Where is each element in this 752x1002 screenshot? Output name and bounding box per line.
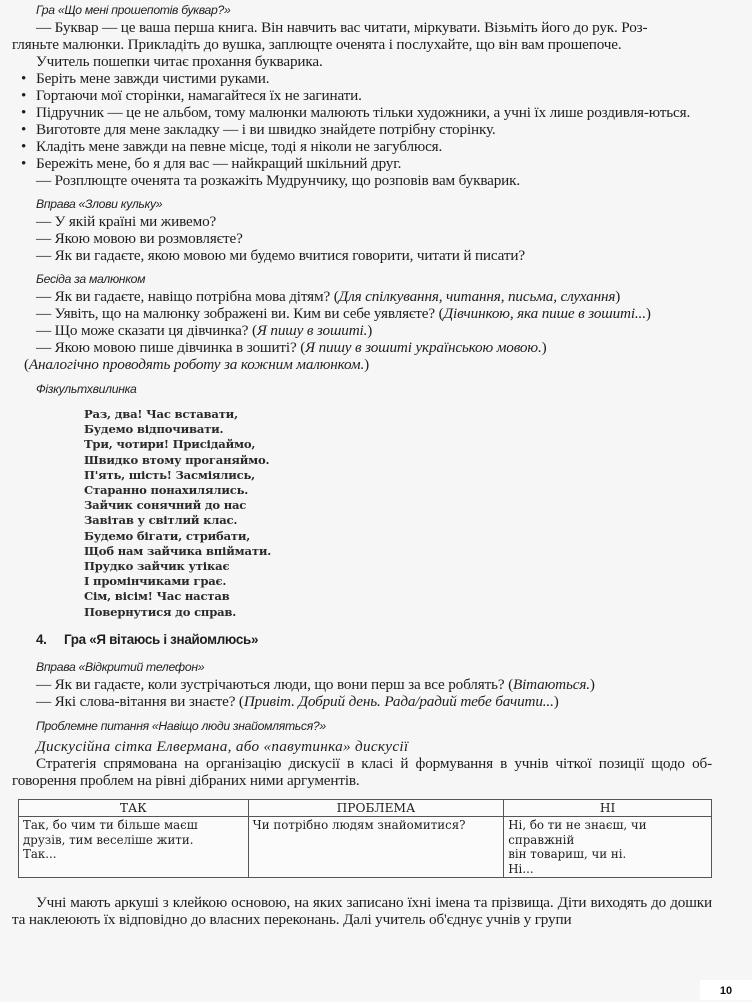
list-item: • Кладіть мене завжди на певне місце, тоді я ніколи не загублюся. xyxy=(12,138,712,155)
poem-line: Щоб нам зайчика впіймати. xyxy=(84,543,272,558)
poem-line: П'ять, шість! Засміялись, xyxy=(84,467,256,482)
cell-yes xyxy=(19,817,249,878)
poem-line: І промінчиками грає. xyxy=(84,574,227,589)
exercise-ball-questions xyxy=(12,213,712,264)
game1-heading: Гра «Що мені прошепотів буквар?» xyxy=(36,3,231,17)
list-item: • Гортаючи мої сторінки, намагайтеся їх не загинати. xyxy=(12,87,712,104)
final-paragraph: Учні мають аркуші з клейкою основою, на яких записано їхні імена та прізвища. Діти виходять до дошки та наклеюють їх відповідно до власних переконань. Далі учитель об'єднує учнів у групи xyxy=(12,894,712,929)
question-line: — Якою мовою ви розмовляєте? xyxy=(36,230,243,247)
problem-question-heading: Проблемне питання «Навіщо люди знайомляться?» xyxy=(36,718,326,733)
answer-text: Для спілкування, читання, письма, слухання xyxy=(338,288,616,305)
table-row xyxy=(19,817,712,878)
answer-text: Я пишу в зошиті українською мовою. xyxy=(305,339,542,356)
exercise-ball-heading: Вправа «Злови кульку» xyxy=(36,197,163,211)
cell-line: він товариш, чи ні. xyxy=(508,847,627,862)
table-header-row xyxy=(19,799,712,817)
discussion-grid-subheading: Дискусійна сітка Елвермана, або «павутинка» дискусії xyxy=(36,737,409,755)
list-item: • Виготовте для мене закладку — і ви швидко знайдете потрібну сторінку. xyxy=(12,121,712,138)
section-4-heading xyxy=(36,631,712,648)
discussion-grid-table xyxy=(18,799,712,879)
answer-text: Вітаються. xyxy=(512,675,590,693)
paren-close: ) xyxy=(645,305,651,322)
cell-line: Ні, бо ти не знаєш, чи справжній xyxy=(508,818,647,847)
paren-close: ) xyxy=(589,675,595,693)
page-number: 10 xyxy=(700,980,752,1000)
poem-line: Швидко втому проганяймо. xyxy=(84,452,270,467)
section-title: Гра «Я вітаюсь і знайомлюсь» xyxy=(64,631,259,647)
dialogue-line xyxy=(12,693,712,710)
strategy-paragraph: Стратегія спрямована на організацію дискусії в класі й формування в учнів чіткої позиції щодо об-говорення проблем на рівні дібраних ними аргументів. xyxy=(12,754,712,789)
method-note xyxy=(12,356,712,373)
cell-line: Так... xyxy=(23,847,57,862)
poem-line: Раз, два! Час вставати, xyxy=(84,407,238,421)
open-phone-heading: Вправа «Відкритий телефон» xyxy=(36,659,205,674)
poem-line: Зайчик сонячний до нас xyxy=(84,498,247,513)
question-text: — Як ви гадаєте, навіщо потрібна мова дітям? ( xyxy=(36,288,339,305)
column-header-no: НІ xyxy=(504,799,712,817)
question-text: — Уявіть, що на малюнку зображені ви. Ким ви себе уявляєте? ( xyxy=(36,305,444,322)
poem-line: Сім, вісім! Час настав xyxy=(84,589,230,604)
cell-line: Ні... xyxy=(508,861,534,876)
question-text: — Що може сказати ця дівчинка? ( xyxy=(36,322,257,339)
game1-body xyxy=(12,19,712,189)
paren-close: ) xyxy=(364,356,370,373)
question-line: — Як ви гадаєте, якою мовою ми будемо вчитися говорити, читати й писати? xyxy=(36,247,525,264)
section-number: 4. xyxy=(36,631,47,647)
game1-closing: — Розплющте оченята та розкажіть Мудрунчику, що розповів вам букварик. xyxy=(36,172,521,189)
dialogue-line xyxy=(12,288,712,305)
dialogue-line xyxy=(12,339,712,356)
poem-line: Старанно понахилялись. xyxy=(84,483,249,498)
poem-line: Будемо бігати, стрибати, xyxy=(84,528,251,543)
dialogue-line xyxy=(12,676,712,693)
list-item: • Беріть мене завжди чистими руками. xyxy=(12,70,712,87)
poem-line: Будемо відпочивати. xyxy=(84,422,224,437)
paren-open: ( xyxy=(24,356,29,373)
paren-close: ) xyxy=(541,339,547,356)
poem-line: Завітав у світлий клас. xyxy=(84,513,238,528)
cell-line: друзів, тим веселіше жити. xyxy=(23,832,194,847)
column-header-problem: ПРОБЛЕМА xyxy=(248,799,504,817)
cell-line: Так, бо чим ти більше маєш xyxy=(23,818,198,833)
paren-close: ) xyxy=(553,692,559,710)
poem-line: Три, чотири! Присідаймо, xyxy=(84,437,256,452)
bukvar-requests-list xyxy=(12,70,712,172)
poem-line: Прудко зайчик утікає xyxy=(84,559,230,574)
fizkult-poem xyxy=(84,407,712,620)
dialogue-line xyxy=(12,322,712,339)
answer-text: Я пишу в зошиті. xyxy=(256,322,368,339)
list-item: • Підручник — це не альбом, тому малюнки малюють тільки художники, а учні їх лише роздивля-ються. xyxy=(12,104,712,121)
document-page xyxy=(12,0,712,928)
paren-close: ) xyxy=(615,288,621,305)
teacher-note: Учитель пошепки читає прохання букварика. xyxy=(36,53,323,70)
open-phone-dialogue xyxy=(12,676,712,710)
game1-intro xyxy=(12,19,712,53)
picture-talk-heading: Бесіда за малюнком xyxy=(36,272,146,286)
question-text: — Якою мовою пише дівчинка в зошиті? ( xyxy=(36,339,306,356)
game1-intro-line1: — Буквар — це ваша перша книга. Він навчить вас читати, міркувати. Візьміть його до рук. Роз- xyxy=(36,19,648,36)
column-header-yes: ТАК xyxy=(19,799,249,817)
game1-intro-line2: гляньте малюнки. Прикладіть до вушка, заплющте оченята і послухайте, що він вам прошепоче. xyxy=(12,36,622,53)
answer-text: Привіт. Добрий день. Рада/радий тебе бачити... xyxy=(243,692,554,710)
question-text: — Які слова-вітання ви знаєте? ( xyxy=(36,692,244,710)
cell-problem: Чи потрібно людям знайомитися? xyxy=(248,817,504,878)
picture-talk-dialogue xyxy=(12,288,712,373)
fizkult-heading: Фізкультхвилинка xyxy=(36,382,137,396)
poem-line: Повернутися до справ. xyxy=(84,604,237,619)
method-note-text: Аналогічно проводять роботу за кожним малюнком. xyxy=(28,356,365,373)
strategy-paragraph-wrap xyxy=(12,755,712,789)
cell-no xyxy=(504,817,712,878)
question-line: — У якій країні ми живемо? xyxy=(36,213,217,230)
answer-text: Дівчинкою, яка пише в зошиті... xyxy=(443,305,646,322)
question-text: — Як ви гадаєте, коли зустрічаються люди, що вони перш за все роблять? ( xyxy=(36,675,513,693)
list-item: • Бережіть мене, бо я для вас — найкращий шкільний друг. xyxy=(12,155,712,172)
final-paragraph-wrap xyxy=(12,894,712,928)
paren-close: ) xyxy=(367,322,373,339)
dialogue-line xyxy=(12,305,712,322)
